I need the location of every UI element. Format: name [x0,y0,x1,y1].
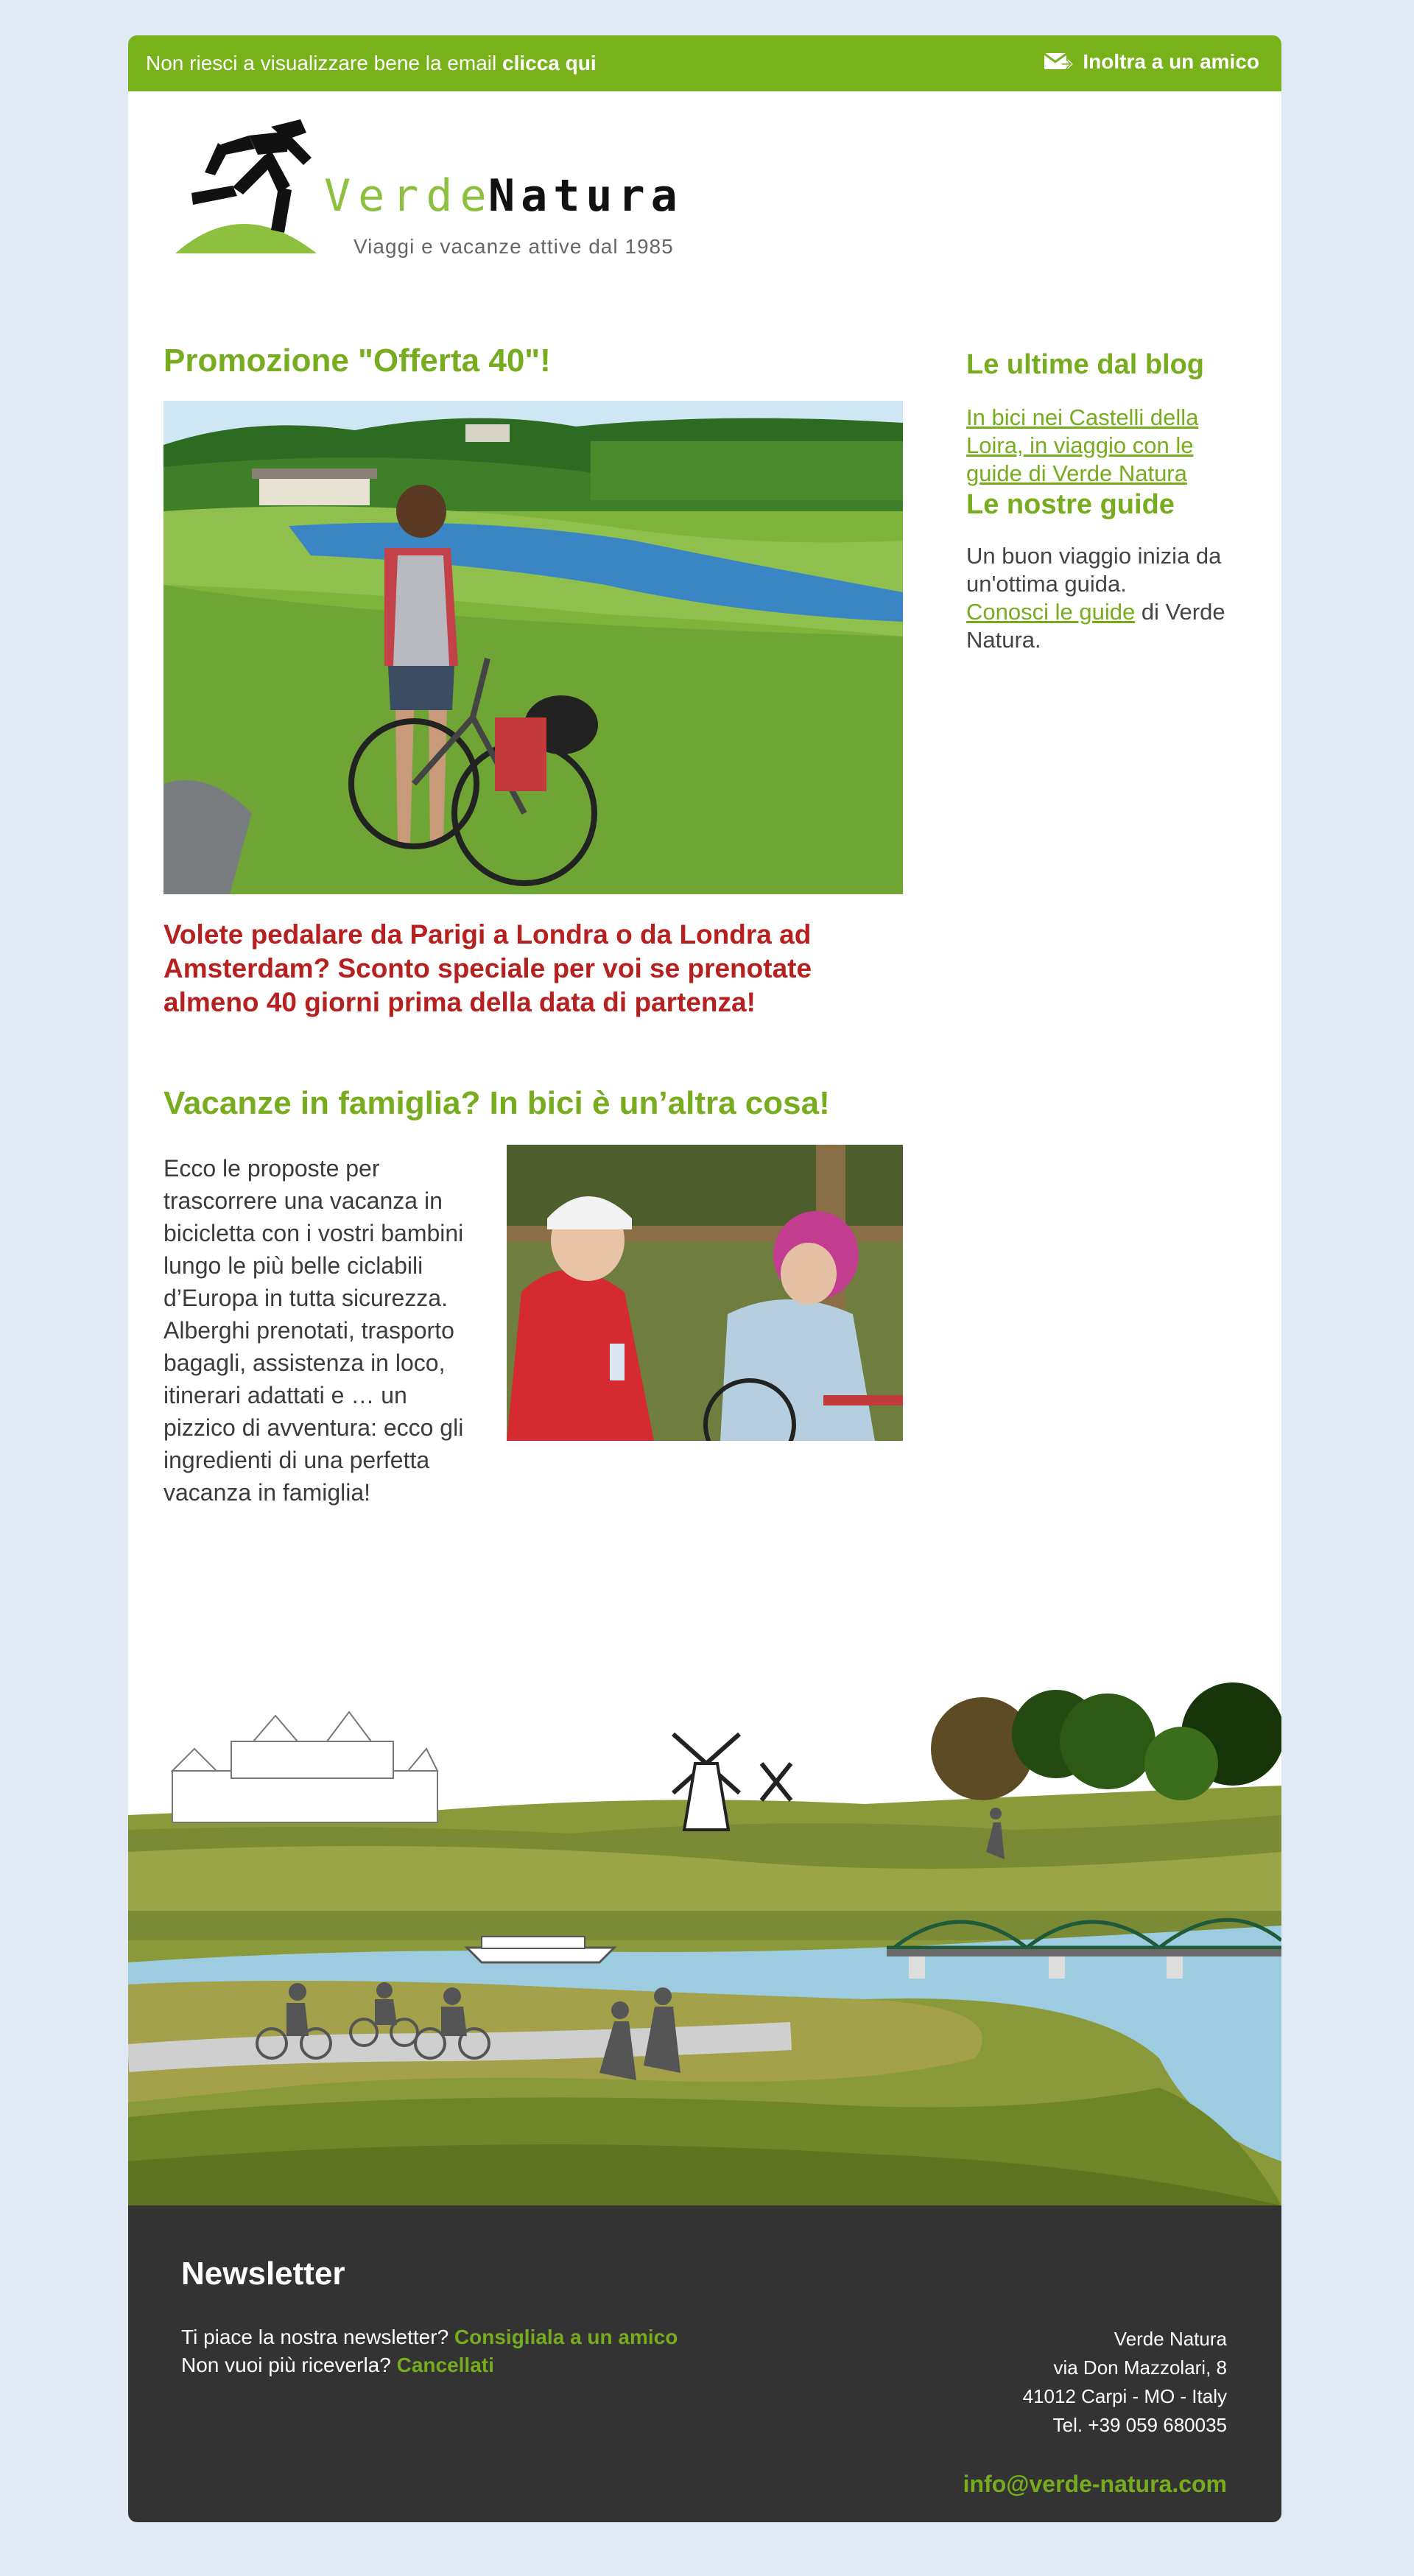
landscape-illustration [128,1646,1281,2205]
logo-brand-natura: Natura [488,170,683,222]
view-online-link[interactable]: clicca qui [502,52,597,74]
email-container [128,35,1281,2522]
company-address [1023,2325,1227,2440]
sidebar [966,348,1246,654]
logo-brand-verde: Verde [324,170,494,222]
mail-forward-icon [1043,51,1074,73]
unsubscribe-line [181,2351,678,2379]
guides-title: Le nostre guide [966,489,1175,520]
logo-tagline: Viaggi e vacanze attive dal 1985 [354,235,674,258]
guides-link[interactable]: Conosci le guide [966,599,1136,625]
forward-to-friend[interactable] [1043,50,1259,74]
verde-natura-logo[interactable] [161,106,706,261]
family-title: Vacanze in famiglia? In bici è un’altra cosa! [163,1085,830,1121]
forward-to-friend-label[interactable]: Inoltra a un amico [1083,50,1259,73]
recommend-line [181,2323,678,2351]
company-name: Verde Natura [1114,2328,1227,2350]
main-column [163,342,903,1506]
company-phone: Tel. +39 059 680035 [1052,2414,1227,2436]
guides-intro: Un buon viaggio inizia da un'ottima guida. [966,543,1222,597]
contact-email-link[interactable]: info@verde-natura.com [963,2471,1227,2497]
guides-text [966,542,1246,654]
footer-links [181,2323,678,2379]
family-description: Ecco le proposte per trascorrere una vacanza in bicicletta con i vostri bambini lungo le più belle ciclabili d’Europa in tutta sicurezza. Alberghi prenotati, trasporto bagagli, assistenza in loco, itinerari adattati e … un pizzico di avventura: ecco gli ingredienti di una perfetta vacanza in famiglia! [163,1155,464,1506]
top-bar [128,35,1281,91]
unsubscribe-text: Non vuoi più riceverla? [181,2354,391,2376]
promo-description: Volete pedalare da Parigi a Londra o da Londra ad Amsterdam? Sconto speciale per voi se prenotate almeno 40 giorni prima della data di partenza! [163,919,812,1017]
family-section-title [163,1084,903,1123]
blog-title: Le ultime dal blog [966,349,1205,380]
view-online-notice [146,52,597,75]
company-city: 41012 Carpi - MO - Italy [1022,2385,1227,2407]
blog-post-link[interactable]: In bici nei Castelli della Loira, in viaggio con le guide di Verde Natura [966,404,1199,486]
recommend-text: Ti piace la nostra newsletter? [181,2326,449,2348]
company-street: via Don Mazzolari, 8 [1053,2356,1227,2379]
guides-suffix: di Verde Natura. [966,599,1225,653]
promo-title: Promozione "Offerta 40"! [163,343,551,379]
footer-title: Newsletter [181,2256,345,2292]
promo-cyclist-photo[interactable] [163,401,903,894]
email-body [128,91,1281,2205]
view-online-text: Non riesci a visualizzare bene la email [146,52,497,74]
recommend-link[interactable]: Consigliala a un amico [454,2326,678,2348]
footer [128,2205,1281,2522]
kids-bike-photo[interactable] [507,1145,903,1441]
unsubscribe-link[interactable]: Cancellati [396,2354,494,2376]
